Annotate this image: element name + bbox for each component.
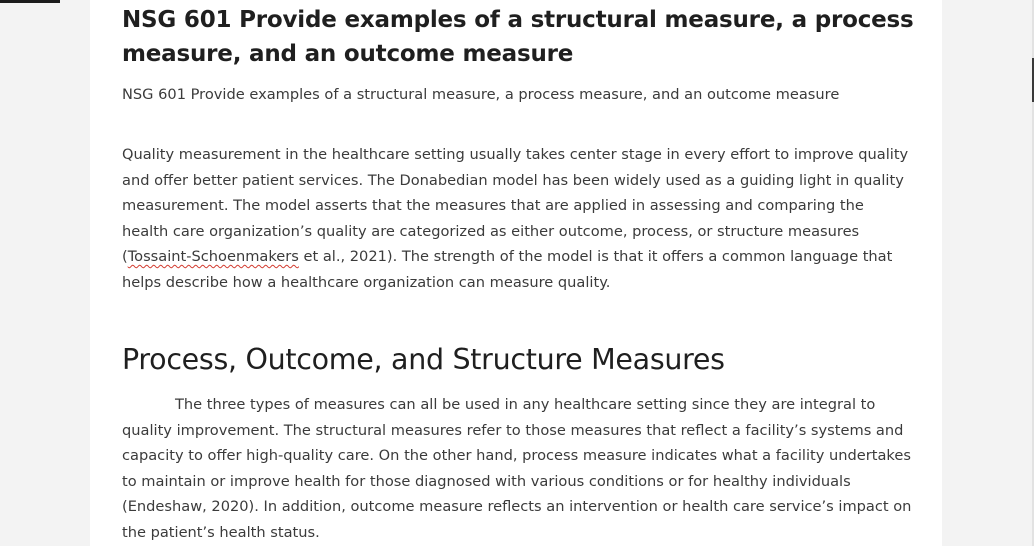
- article-title: NSG 601 Provide examples of a structural measure, a process measure, and an outcome measure: [122, 7, 914, 67]
- article-content: [122, 0, 914, 545]
- section-paragraph: The three types of measures can all be used in any healthcare setting since they are integral to quality improvement. The structural measures refer to those measures that reflect a facility’s systems and capacity to offer high-quality care. On the other hand, process measure indicates what a facility undertakes to maintain or improve health for those diagnosed with various conditions or for healthy individuals (Endeshaw, 2020). In addition, outcome measure reflects an intervention or health care service’s impact on the patient’s health status.: [122, 396, 912, 541]
- spellcheck-flagged-word[interactable]: Tossaint-Schoenmakers: [127, 248, 299, 265]
- document-page: [90, 0, 942, 546]
- section-heading: Process, Outcome, and Structure Measures: [122, 343, 725, 376]
- intro-text-before: Quality measurement in the healthcare setting usually takes center stage in every effort to improve quality and offer better patient services. The Donabedian model has been widely used as a guiding light in quality measurement. The model asserts that the measures that are applied in assessing and comparing the health care organization’s quality are categorized as either outcome, process, or structure measures (: [122, 146, 909, 265]
- intro-text-after: et al., 2021). The strength of the model is that it offers a common language that helps describe how a healthcare organization can measure quality.: [122, 248, 893, 291]
- article-subtitle: NSG 601 Provide examples of a structural measure, a process measure, and an outcome measure: [122, 86, 840, 103]
- top-bar-marker: [0, 0, 60, 3]
- intro-paragraph: [122, 142, 914, 295]
